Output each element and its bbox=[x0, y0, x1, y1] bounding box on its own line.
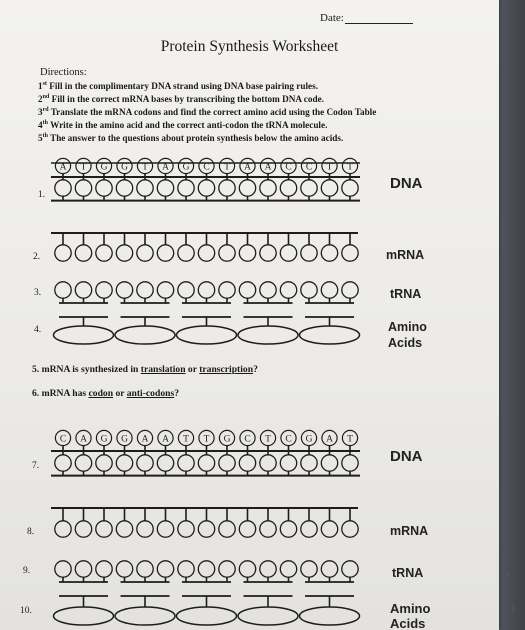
base-letter: T bbox=[326, 162, 333, 173]
trna-blank-circle bbox=[116, 282, 132, 298]
mrna-blank-circle bbox=[280, 521, 296, 537]
base-letter: A bbox=[80, 434, 87, 445]
base-letter: A bbox=[326, 434, 333, 445]
blank-base-circle bbox=[198, 455, 214, 471]
mrna-blank-circle bbox=[116, 521, 132, 537]
amino-label-2b: Acids bbox=[390, 616, 426, 630]
trna-blank-circle bbox=[239, 561, 255, 577]
mrna-blank-circle bbox=[75, 245, 91, 261]
mrna-blank-circle bbox=[321, 245, 337, 261]
trna-row-1 bbox=[0, 276, 499, 316]
base-letter: A bbox=[59, 162, 67, 173]
mrna-blank-circle bbox=[260, 521, 276, 537]
mrna-blank-circle bbox=[301, 245, 317, 261]
dna-label-1: DNA bbox=[390, 175, 423, 192]
blank-base-circle bbox=[137, 180, 153, 196]
trna-blank-circle bbox=[301, 561, 317, 577]
trna-blank-circle bbox=[96, 561, 112, 577]
trna-blank-circle bbox=[75, 561, 91, 577]
blank-base-circle bbox=[178, 455, 194, 471]
blank-base-circle bbox=[219, 180, 235, 196]
blank-base-circle bbox=[137, 455, 153, 471]
row-number-3: 3. bbox=[34, 288, 42, 298]
base-letter: T bbox=[347, 434, 353, 445]
direction-4: 4th Write in the amino acid and the correct anti-codon the tRNA molecule. bbox=[38, 120, 328, 131]
blank-base-circle bbox=[321, 455, 337, 471]
background-desk bbox=[497, 0, 525, 630]
blank-base-circle bbox=[280, 180, 296, 196]
base-letter: C bbox=[59, 434, 67, 445]
row-number-10: 10. bbox=[20, 606, 32, 616]
trna-blank-circle bbox=[137, 561, 153, 577]
trna-blank-circle bbox=[75, 282, 91, 298]
base-letter: G bbox=[100, 434, 108, 445]
trna-row-2 bbox=[0, 555, 499, 595]
mrna-blank-circle bbox=[116, 245, 132, 261]
mrna-blank-circle bbox=[239, 245, 255, 261]
base-letter: T bbox=[80, 162, 87, 173]
page-title: Protein Synthesis Worksheet bbox=[160, 38, 339, 55]
amino-acid-oval bbox=[238, 607, 298, 625]
trna-blank-circle bbox=[219, 561, 235, 577]
amino-acid-oval bbox=[238, 326, 298, 344]
mrna-blank-circle bbox=[178, 245, 194, 261]
blank-base-circle bbox=[239, 455, 255, 471]
blank-base-circle bbox=[116, 180, 132, 196]
direction-3: 3rd Translate the mRNA codons and find the correct amino acid using the Codon Table bbox=[38, 107, 377, 118]
question-5: 5. mRNA is synthesized in translation or transcription? bbox=[32, 364, 258, 375]
trna-blank-circle bbox=[96, 282, 112, 298]
trna-blank-circle bbox=[280, 282, 296, 298]
blank-base-circle bbox=[157, 180, 173, 196]
blank-base-circle bbox=[342, 180, 358, 196]
blank-base-circle bbox=[239, 180, 255, 196]
amino-acid-oval bbox=[300, 607, 360, 625]
base-letter: T bbox=[183, 434, 189, 445]
mrna-blank-circle bbox=[239, 521, 255, 537]
mrna-blank-circle bbox=[178, 521, 194, 537]
amino-label-2a: Amino bbox=[390, 601, 431, 616]
blank-base-circle bbox=[260, 455, 276, 471]
blank-base-circle bbox=[321, 180, 337, 196]
blank-base-circle bbox=[75, 180, 91, 196]
trna-blank-circle bbox=[198, 282, 214, 298]
trna-blank-circle bbox=[157, 561, 173, 577]
blank-base-circle bbox=[116, 455, 132, 471]
blank-base-circle bbox=[178, 180, 194, 196]
date-field-line bbox=[345, 23, 413, 24]
mrna-blank-circle bbox=[301, 521, 317, 537]
base-letter: A bbox=[141, 434, 149, 445]
row-number-4: 4. bbox=[34, 325, 42, 335]
base-letter: G bbox=[121, 162, 128, 173]
mrna-label-1: mRNA bbox=[386, 248, 425, 262]
mrna-blank-circle bbox=[137, 521, 153, 537]
mrna-blank-circle bbox=[75, 521, 91, 537]
mrna-blank-circle bbox=[137, 245, 153, 261]
base-letter: G bbox=[182, 162, 190, 173]
base-letter: T bbox=[142, 162, 148, 173]
direction-5: 5th The answer to the questions about protein synthesis below the amino acids. bbox=[38, 133, 344, 144]
blank-base-circle bbox=[342, 455, 358, 471]
trna-blank-circle bbox=[198, 561, 214, 577]
mrna-blank-circle bbox=[96, 521, 112, 537]
amino-acid-oval bbox=[177, 326, 237, 344]
stray-pen-mark: ~ bbox=[505, 570, 511, 581]
trna-blank-circle bbox=[178, 561, 194, 577]
trna-blank-circle bbox=[280, 561, 296, 577]
mrna-blank-circle bbox=[321, 521, 337, 537]
amino-acid-oval bbox=[54, 326, 114, 344]
blank-base-circle bbox=[157, 455, 173, 471]
amino-label-1a: Amino bbox=[388, 320, 427, 334]
base-letter: T bbox=[347, 162, 353, 173]
row-number-9: 9. bbox=[23, 566, 31, 576]
base-letter: A bbox=[264, 162, 272, 173]
mrna-blank-circle bbox=[219, 521, 235, 537]
blank-base-circle bbox=[301, 180, 317, 196]
base-letter: G bbox=[223, 434, 231, 445]
base-letter: T bbox=[265, 434, 271, 445]
trna-blank-circle bbox=[55, 561, 71, 577]
trna-blank-circle bbox=[55, 282, 71, 298]
mrna-blank-circle bbox=[157, 245, 173, 261]
mrna-blank-circle bbox=[157, 521, 173, 537]
blank-base-circle bbox=[198, 180, 214, 196]
row-number-1: 1. bbox=[38, 190, 46, 200]
dna-strand-1 bbox=[0, 154, 499, 214]
mrna-blank-circle bbox=[260, 245, 276, 261]
blank-base-circle bbox=[55, 180, 71, 196]
base-letter: A bbox=[162, 162, 169, 173]
base-letter: G bbox=[305, 434, 313, 445]
base-letter: A bbox=[162, 434, 169, 445]
blank-base-circle bbox=[75, 455, 91, 471]
amino-acid-oval bbox=[115, 326, 175, 344]
mrna-blank-circle bbox=[219, 245, 235, 261]
stray-tick-mark: | bbox=[512, 603, 515, 614]
mrna-blank-circle bbox=[55, 245, 71, 261]
trna-blank-circle bbox=[260, 282, 276, 298]
date-label: Date: bbox=[320, 12, 344, 24]
mrna-label-2: mRNA bbox=[390, 524, 429, 538]
amino-acid-oval bbox=[300, 326, 360, 344]
trna-blank-circle bbox=[321, 282, 337, 298]
trna-blank-circle bbox=[178, 282, 194, 298]
amino-acid-oval bbox=[115, 607, 175, 625]
trna-blank-circle bbox=[260, 561, 276, 577]
blank-base-circle bbox=[55, 455, 71, 471]
blank-base-circle bbox=[280, 455, 296, 471]
base-letter: C bbox=[285, 162, 292, 173]
blank-base-circle bbox=[219, 455, 235, 471]
blank-base-circle bbox=[260, 180, 276, 196]
dna-label-2: DNA bbox=[390, 448, 423, 465]
base-letter: C bbox=[285, 434, 292, 445]
trna-blank-circle bbox=[116, 561, 132, 577]
base-letter: T bbox=[203, 434, 210, 445]
trna-blank-circle bbox=[219, 282, 235, 298]
base-letter: G bbox=[100, 162, 108, 173]
row-number-7: 7. bbox=[32, 461, 40, 471]
trna-blank-circle bbox=[342, 561, 358, 577]
base-letter: C bbox=[305, 162, 313, 173]
base-letter: G bbox=[121, 434, 128, 445]
mrna-blank-circle bbox=[198, 245, 214, 261]
mrna-blank-circle bbox=[55, 521, 71, 537]
mrna-blank-circle bbox=[96, 245, 112, 261]
trna-label-1: tRNA bbox=[390, 287, 422, 301]
base-letter: A bbox=[244, 162, 251, 173]
amino-acid-oval bbox=[177, 607, 237, 625]
base-letter: T bbox=[224, 162, 230, 173]
blank-base-circle bbox=[96, 455, 112, 471]
amino-acid-oval bbox=[54, 607, 114, 625]
row-number-8: 8. bbox=[27, 527, 35, 537]
row-number-2: 2. bbox=[33, 252, 41, 262]
trna-label-2: tRNA bbox=[392, 566, 424, 580]
question-6: 6. mRNA has codon or anti-codons? bbox=[32, 388, 179, 399]
trna-blank-circle bbox=[301, 282, 317, 298]
trna-blank-circle bbox=[342, 282, 358, 298]
trna-blank-circle bbox=[321, 561, 337, 577]
base-letter: C bbox=[203, 162, 210, 173]
trna-blank-circle bbox=[157, 282, 173, 298]
directions-heading: Directions: bbox=[40, 67, 87, 78]
amino-label-1b: Acids bbox=[388, 336, 423, 350]
direction-2: 2nd Fill in the correct mRNA bases by transcribing the bottom DNA code. bbox=[38, 94, 324, 105]
blank-base-circle bbox=[96, 180, 112, 196]
blank-base-circle bbox=[301, 455, 317, 471]
mrna-blank-circle bbox=[342, 245, 358, 261]
base-letter: C bbox=[244, 434, 251, 445]
mrna-blank-circle bbox=[198, 521, 214, 537]
trna-blank-circle bbox=[239, 282, 255, 298]
dna-strand-2 bbox=[0, 417, 499, 489]
trna-blank-circle bbox=[137, 282, 153, 298]
mrna-blank-circle bbox=[280, 245, 296, 261]
mrna-blank-circle bbox=[342, 521, 358, 537]
direction-1: 1st Fill in the complimentary DNA strand using DNA base pairing rules. bbox=[38, 81, 318, 92]
